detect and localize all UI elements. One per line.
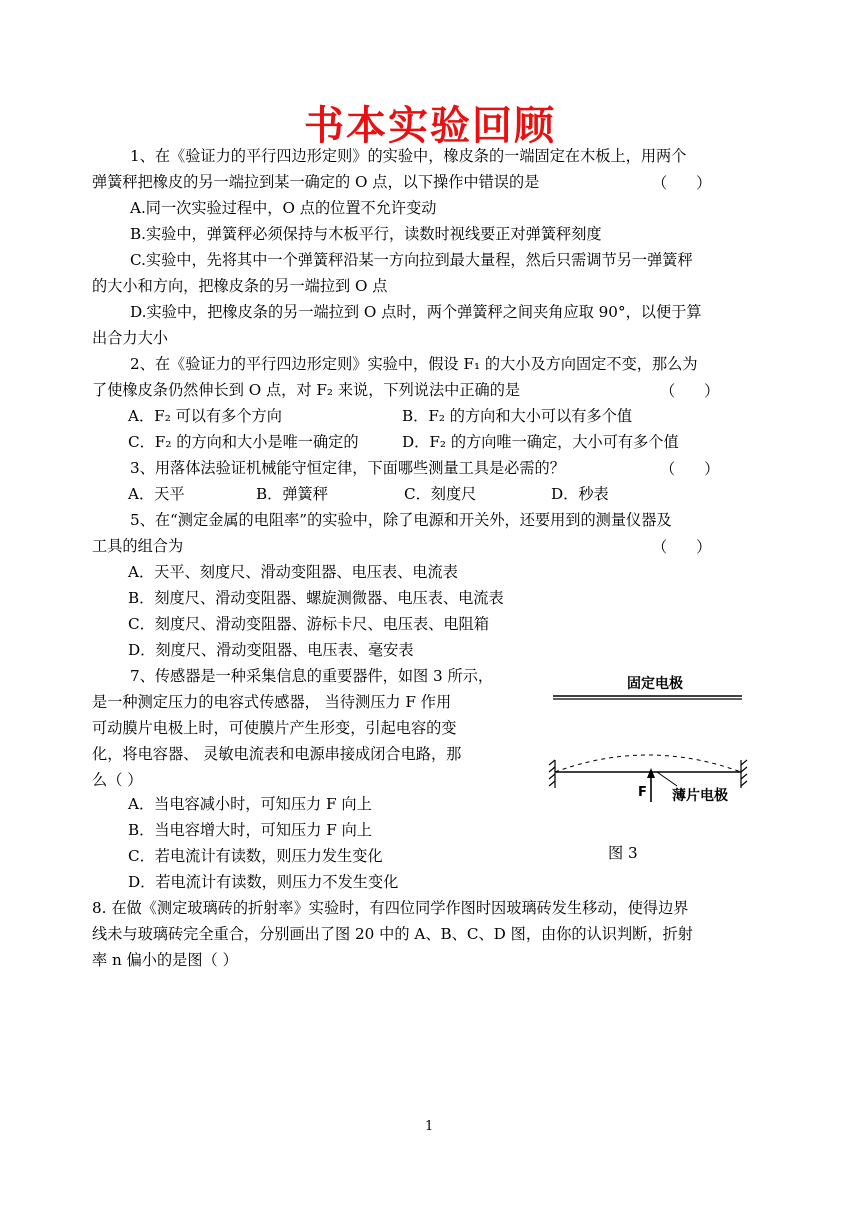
q1-option-d-line-1: D.实验中，把橡皮条的另一端拉到 O 点时，两个弹簧秤之间夹角应取 90°，以便于算 <box>130 303 702 321</box>
q5-answer-paren: （ ） <box>652 538 712 556</box>
q7-line-5: 么（ ） <box>92 771 143 789</box>
q7-option-d: D．若电流计有读数，则压力不发生变化 <box>128 873 399 891</box>
q2-option-c: C．F₂ 的方向和大小是唯一确定的 <box>128 433 359 451</box>
fixed-electrode-label: 固定电极 <box>627 676 683 692</box>
q2-option-a: A．F₂ 可以有多个方向 <box>128 407 282 425</box>
force-arrow-head <box>647 768 655 778</box>
q2-stem-line-2: 了使橡皮条仍然伸长到 O 点，对 F₂ 来说，下列说法中正确的是 <box>92 381 521 399</box>
q8-line-2: 线未与玻璃砖完全重合，分别画出了图 20 中的 A、B、C、D 图，由你的认识判断，折射 <box>92 925 693 943</box>
page-number: 1 <box>425 1119 434 1134</box>
q5-stem-line-2: 工具的组合为 <box>92 537 184 555</box>
q1-stem-line-1: 1、在《验证力的平行四边形定则》的实验中，橡皮条的一端固定在木板上，用两个 <box>130 147 687 165</box>
q7-line-3: 可动膜片电极上时，可使膜片产生形变，引起电容的变 <box>92 719 457 737</box>
right-wall-hatch <box>741 760 747 788</box>
force-label: F <box>638 785 647 800</box>
q2-stem-line-1: 2、在《验证力的平行四边形定则》实验中，假设 F₁ 的大小及方向固定不变，那么为 <box>130 355 698 373</box>
q5-option-c: C．刻度尺、滑动变阻器、游标卡尺、电压表、电阻箱 <box>128 615 489 633</box>
deformed-film-dashed-arc <box>555 755 741 772</box>
q3-option-c: C．刻度尺 <box>404 485 477 503</box>
q3-option-a: A．天平 <box>128 485 185 503</box>
q1-option-d-line-2: 出合力大小 <box>92 329 168 347</box>
q1-answer-paren: （ ） <box>652 174 712 192</box>
q1-option-a: A.同一次实验过程中，O 点的位置不允许变动 <box>130 199 437 217</box>
q7-option-a: A．当电容减小时，可知压力 F 向上 <box>128 795 372 813</box>
q1-option-b: B.实验中，弹簧秤必须保持与木板平行，读数时视线要正对弹簧秤刻度 <box>130 225 602 243</box>
q7-line-4: 化，将电容器、 灵敏电流表和电源串接成闭合电路，那 <box>92 745 462 763</box>
capacitive-sensor-figure <box>547 668 762 818</box>
q7-option-c: C．若电流计有读数，则压力发生变化 <box>128 847 383 865</box>
q3-stem: 3、用落体法验证机械能守恒定律，下面哪些测量工具是必需的？ <box>130 459 565 477</box>
q8-line-1: 8. 在做《测定玻璃砖的折射率》实验时，有四位同学作图时因玻璃砖发生移动，使得边界 <box>92 899 689 917</box>
q2-option-d: D．F₂ 的方向唯一确定，大小可有多个值 <box>402 433 679 451</box>
q5-option-b: B．刻度尺、滑动变阻器、螺旋测微器、电压表、电流表 <box>128 589 504 607</box>
film-electrode-label: 薄片电极 <box>672 788 728 804</box>
q2-answer-paren: （ ） <box>660 382 720 400</box>
q7-line-1: 7、传感器是一种采集信息的重要器件，如图 3 所示， <box>130 667 494 685</box>
q1-option-c-line-1: C.实验中，先将其中一个弹簧秤沿某一方向拉到最大量程，然后只需调节另一弹簧秤 <box>130 251 693 269</box>
film-label-leader <box>657 772 677 786</box>
q7-line-2: 是一种测定压力的电容式传感器， 当待测压力 F 作用 <box>92 693 452 711</box>
q5-stem-line-1: 5、在“测定金属的电阻率”的实验中，除了电源和开关外，还要用到的测量仪器及 <box>130 511 672 529</box>
q1-stem-line-2: 弹簧秤把橡皮的另一端拉到某一确定的 O 点，以下操作中错误的是 <box>92 173 540 191</box>
q2-option-b: B．F₂ 的方向和大小可以有多个值 <box>402 407 633 425</box>
page-title: 书本实验回顾 <box>304 103 556 149</box>
q7-option-b: B．当电容增大时，可知压力 F 向上 <box>128 821 372 839</box>
q3-option-b: B．弹簧秤 <box>256 485 328 503</box>
q5-option-a: A．天平、刻度尺、滑动变阻器、电压表、电流表 <box>128 563 458 581</box>
q3-answer-paren: （ ） <box>660 460 720 478</box>
q8-line-3: 率 n 偏小的是图（ ） <box>92 951 238 969</box>
figure-caption: 图 3 <box>608 844 638 862</box>
q3-option-d: D．秒表 <box>551 485 609 503</box>
left-wall-hatch <box>549 760 555 788</box>
q1-option-c-line-2: 的大小和方向，把橡皮条的另一端拉到 O 点 <box>92 277 388 295</box>
q5-option-d: D．刻度尺、滑动变阻器、电压表、毫安表 <box>128 641 414 659</box>
